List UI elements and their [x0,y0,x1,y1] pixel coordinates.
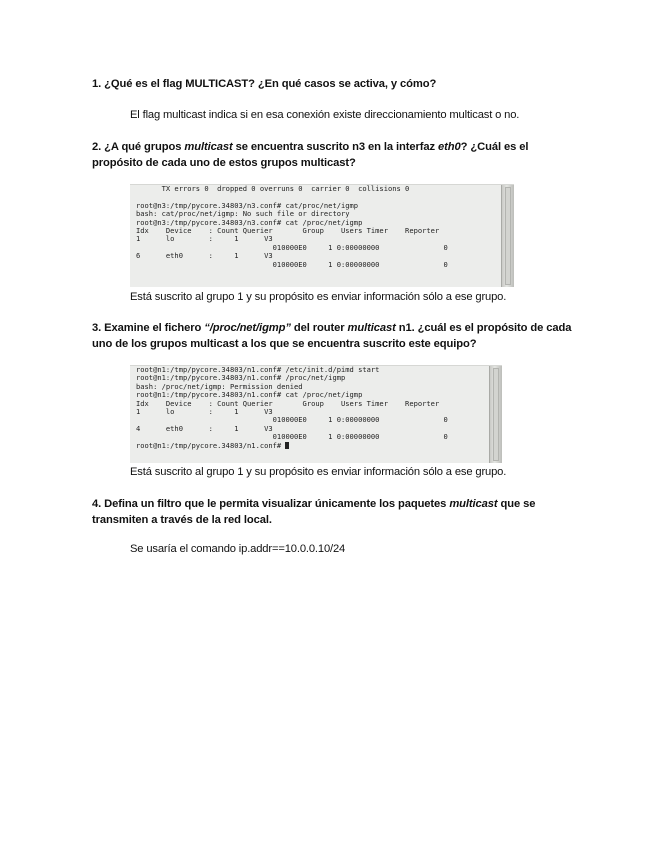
answer-2: Está suscrito al grupo 1 y su propósito es enviar información sólo a ese grupo. [130,291,507,303]
question-4-italic: multicast [449,498,498,510]
question-3-part: n1. ¿cuál es el propósito de cada uno de los grupos multicast a los que se encuentra suscrito este equipo? [92,322,572,350]
question-4 [92,496,572,528]
question-2-part: 2. ¿A qué grupos [92,141,185,153]
question-2-italic: multicast [184,141,233,153]
question-4-part: que se transmiten a través de la red local. [92,498,536,526]
question-3-italic: “/proc/net/igmp” [204,322,291,334]
answer-1: El flag multicast indica si en esa conexión existe direccionamiento multicast o no. [130,109,520,121]
terminal-output: root@n1:/tmp/pycore.34803/n1.conf# /etc/init.d/pimd start root@n1:/tmp/pycore.34803/n1.conf# /proc/net/igmp bash: /proc/net/igmp: Permission denied root@n1:/tmp/pycore.34803/n1.conf# cat /proc/net/igmp Idx Device : Count Querier Group Users Timer Reporter 1 lo : 1 V3 010000E0 1 0:00000000 0 4 eth0 : 1 V3 010000E0 1 0:00000000 0 root@n1:/tmp/pycore.34803/n1.conf# [136,365,448,450]
question-4-part: 4. Defina un filtro que le permita visualizar únicamente los paquetes [92,498,450,510]
question-1 [92,76,572,92]
terminal-screenshot-n1 [130,365,502,463]
question-3 [92,320,572,352]
terminal-scrollbar [501,185,514,287]
question-3-part: del router [290,322,348,334]
question-2-part: se encuentra suscrito n3 en la interfaz [232,141,439,153]
terminal-scrollbar [489,366,502,463]
question-1-text: 1. ¿Qué es el flag MULTICAST? ¿En qué casos se activa, y cómo? [92,78,437,90]
question-2-part: ? ¿Cuál es el propósito de cada uno de estos grupos multicast? [92,141,529,169]
question-3-part: 3. Examine el fichero [92,322,205,334]
terminal-output: TX errors 0 dropped 0 overruns 0 carrier 0 collisions 0 root@n3:/tmp/pycore.34803/n3.conf# cat/proc/net/igmp bash: cat/proc/net/igmp: No such file or directory root@n3:/tmp/pycore.34803/n3.conf# cat /proc/net/igmp Idx Device : Count Querier Group Users Timer Reporter 1 lo : 1 V3 010000E0 1 0:00000000 0 6 eth0 : 1 V3 010000E0 1 0:00000000 0 [136,184,448,269]
answer-4: Se usaría el comando ip.addr==10.0.0.10/24 [130,543,346,555]
question-3-italic: multicast [347,322,396,334]
terminal-screenshot-n3 [130,184,514,287]
terminal-cursor [285,442,289,449]
question-2-italic: eth0 [438,141,461,153]
answer-3: Está suscrito al grupo 1 y su propósito es enviar información sólo a ese grupo. [130,466,507,478]
question-2 [92,139,572,171]
